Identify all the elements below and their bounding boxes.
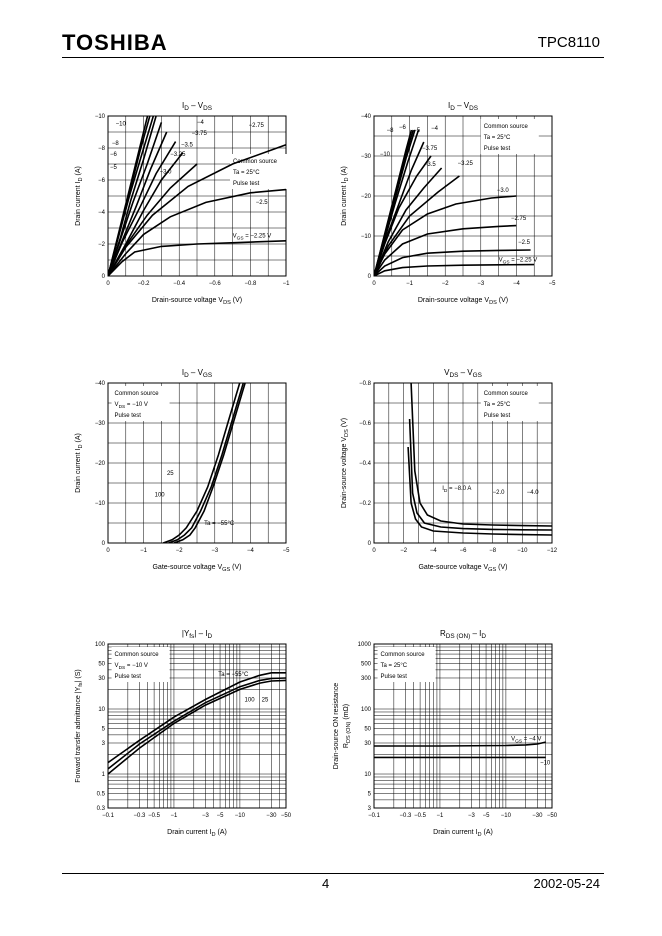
y-axis-label: Drain-source voltage $V_{DS}$ (V) [341, 417, 350, 509]
y-axis-label: $R_{DS (ON)}$ (mΩ) [343, 703, 352, 749]
part-number: TPC8110 [537, 34, 600, 51]
x-tick-label: −3 [477, 281, 485, 287]
series-label: 25 [261, 697, 269, 704]
y-tick-label: 0 [367, 541, 371, 547]
page-number: 4 [322, 876, 330, 891]
x-tick-label: −30 [266, 813, 277, 819]
footer-date: 2002-05-24 [533, 876, 600, 891]
y-tick-label: −0.8 [359, 381, 371, 387]
x-tick-label: −30 [532, 813, 543, 819]
series-line [108, 113, 154, 276]
y-tick-label: −4 [98, 210, 105, 216]
series-label: −5 [413, 128, 421, 134]
x-tick-label: −3 [211, 548, 219, 554]
series-label: −5 [110, 164, 117, 171]
series-label: −8 [386, 128, 394, 134]
y-tick-label: −10 [94, 114, 105, 120]
x-axis-label: Drain-source voltage $V_{DS}$ (V) [417, 297, 509, 306]
y-tick-label: −40 [360, 114, 371, 120]
y-tick-label: −10 [94, 501, 105, 507]
series-line [108, 142, 176, 276]
note-line: Common source [483, 124, 528, 130]
series-label: −3.25 [457, 160, 473, 167]
x-tick-label: −5 [482, 813, 490, 819]
note-line: Common source [114, 652, 159, 658]
y-tick-label: 300 [360, 675, 371, 682]
y-axis-label: Drain current $I_D$ (A) [75, 166, 84, 226]
y-tick-label: −20 [360, 194, 371, 200]
series-label: 100 [244, 697, 255, 704]
note-line: Pulse test [483, 413, 511, 419]
y-tick-label: −0.4 [359, 461, 371, 467]
x-tick-label: 0 [106, 548, 110, 554]
series-label: −4 [197, 120, 204, 126]
note-line: Pulse test [114, 674, 141, 680]
x-tick-label: 0 [106, 281, 110, 287]
chart-c3 [75, 368, 290, 573]
series-label: −8 [111, 140, 119, 147]
series-line [108, 680, 286, 774]
series-label: −4 [431, 126, 438, 132]
series-label: −2.5 [518, 240, 531, 246]
series-label: $V_{GS} = -2.25$ V [498, 257, 538, 266]
note-line: Ta = 25°C [233, 170, 260, 176]
x-tick-label: −0.3 [399, 813, 412, 819]
y-tick-label: −30 [360, 154, 371, 160]
x-tick-label: 0 [372, 281, 376, 287]
x-tick-label: −1 [170, 813, 178, 819]
x-tick-label: −2 [400, 548, 408, 554]
y-tick-label: 30 [98, 675, 105, 682]
x-tick-label: −0.1 [102, 813, 114, 819]
note-line: Pulse test [233, 181, 260, 187]
x-tick-label: −0.5 [414, 813, 427, 819]
y-tick-label: 5 [101, 726, 105, 733]
chart-c1 [75, 101, 290, 306]
x-tick-label: −10 [234, 813, 245, 819]
x-tick-label: −0.5 [148, 813, 161, 819]
x-tick-label: −0.2 [137, 281, 150, 287]
x-axis-label: Drain current $I_D$ (A) [433, 829, 493, 838]
x-tick-label: −6 [459, 548, 467, 554]
x-tick-label: −2 [441, 281, 449, 287]
series-label: −2.0 [492, 490, 505, 496]
brand-logo: TOSHIBA [62, 30, 168, 55]
x-tick-label: −50 [546, 813, 558, 819]
x-tick-label: −4 [429, 548, 437, 554]
x-tick-label: −0.3 [133, 813, 146, 819]
note-line: Ta = 25°C [380, 663, 408, 669]
x-tick-label: −8 [489, 548, 497, 554]
series-label: −3.0 [159, 169, 172, 176]
series-label: $V_{GS} = -4$ V [511, 736, 542, 745]
x-tick-label: −10 [517, 548, 528, 554]
x-tick-label: −4 [512, 281, 520, 287]
series-label: $V_{GS} = -2.25$ V [232, 233, 272, 242]
chart-title: $|Y_{fs}| - I_D$ [181, 629, 213, 640]
chart-title: $I_D - V_{DS}$ [448, 101, 478, 112]
x-axis-label: Drain-source voltage $V_{DS}$ (V) [151, 297, 243, 306]
y-tick-label: 50 [98, 661, 105, 668]
x-tick-label: −1 [436, 813, 444, 819]
series-label: −2.75 [248, 123, 264, 130]
series-label: −4.0 [526, 490, 539, 496]
note-line: Pulse test [483, 146, 511, 152]
series-label: Ta = −55°C [218, 672, 249, 679]
x-tick-label: −3 [467, 813, 475, 819]
y-tick-label: 1000 [357, 642, 371, 648]
series-label: −2.75 [511, 216, 527, 222]
x-tick-label: −2 [175, 548, 183, 554]
series-label: −6 [110, 152, 117, 158]
x-axis-label: Gate-source voltage $V_{GS}$ (V) [152, 564, 242, 573]
y-tick-label: 500 [360, 661, 371, 668]
x-tick-label: −0.6 [208, 281, 221, 287]
x-tick-label: −0.8 [244, 281, 257, 287]
y-tick-label: −10 [360, 234, 371, 240]
series-line [410, 419, 552, 530]
x-tick-label: −5 [282, 548, 290, 554]
note-line: Pulse test [114, 413, 141, 419]
series-line [374, 265, 534, 276]
note-line: Common source [233, 159, 278, 165]
chart-c4 [341, 368, 558, 573]
y-tick-label: 0 [101, 274, 105, 280]
x-tick-label: −12 [546, 548, 558, 554]
x-tick-label: −0.4 [173, 281, 186, 287]
series-label: −10 [379, 152, 391, 158]
series-label: 100 [154, 492, 165, 499]
x-tick-label: −1 [282, 281, 290, 287]
series-label: −3.75 [191, 131, 207, 138]
y-tick-label: 10 [364, 772, 371, 779]
y-axis-label: Drain-source ON resistance [333, 682, 340, 770]
note-line: Pulse test [380, 674, 407, 680]
series-label: $I_D = -8.0$ A [442, 486, 472, 494]
note-line: $V_{DS} = -10$ V [114, 663, 148, 671]
y-tick-label: −30 [94, 421, 105, 427]
x-tick-label: −1 [140, 548, 148, 554]
footer-rule [62, 873, 604, 874]
y-tick-label: 3 [101, 740, 105, 747]
y-tick-label: −0.2 [359, 501, 371, 507]
series-label: 25 [166, 471, 174, 477]
note-line: Common source [380, 652, 425, 658]
note-line: Ta = 25°C [483, 402, 511, 408]
chart-title: $R_{DS (ON)} - I_D$ [439, 629, 487, 640]
y-tick-label: 50 [364, 726, 371, 733]
chart-c5 [75, 629, 292, 838]
x-axis-label: Drain current $I_D$ (A) [167, 829, 227, 838]
y-tick-label: 0.5 [96, 791, 105, 798]
y-tick-label: −2 [98, 242, 105, 248]
x-tick-label: −50 [280, 813, 292, 819]
series-label: −10 [115, 121, 126, 128]
y-tick-label: 3 [367, 806, 371, 812]
series-label: −2.5 [255, 200, 268, 206]
y-tick-label: 10 [98, 707, 105, 714]
note-line: Ta = 25°C [483, 135, 511, 141]
y-tick-label: −8 [98, 146, 105, 152]
y-tick-label: 0.3 [96, 806, 105, 812]
series-label: −3.5 [423, 162, 436, 168]
chart-c6 [333, 629, 558, 838]
y-axis-label: Drain current $I_D$ (A) [341, 166, 350, 226]
chart-title: $V_{DS} - V_{GS}$ [444, 368, 482, 379]
note-line: Common source [114, 391, 159, 397]
chart-title: $I_D - V_{DS}$ [182, 101, 212, 112]
series-label: −6 [399, 124, 406, 131]
chart-title: $I_D - V_{GS}$ [181, 368, 213, 379]
y-tick-label: 0 [367, 274, 371, 280]
x-tick-label: −0.1 [368, 813, 380, 819]
note-line: $V_{DS} = -10$ V [114, 402, 148, 410]
y-tick-label: −6 [98, 178, 105, 184]
y-tick-label: 1 [101, 772, 105, 779]
chart-c2 [341, 101, 556, 306]
y-tick-label: 30 [364, 740, 371, 747]
x-axis-label: Gate-source voltage $V_{GS}$ (V) [418, 564, 508, 573]
y-tick-label: −20 [94, 461, 105, 467]
y-axis-label: Forward transfer admittance $|Y_{fs}|$ (S) [75, 669, 84, 783]
x-tick-label: −3 [201, 813, 209, 819]
series-label: −3.75 [422, 146, 438, 152]
x-tick-label: −10 [500, 813, 511, 819]
y-tick-label: 0 [101, 541, 105, 547]
x-tick-label: −5 [548, 281, 556, 287]
x-tick-label: −1 [406, 281, 414, 287]
series-label: −10 [540, 760, 551, 767]
series-label: Ta = −55°C [204, 521, 235, 527]
y-tick-label: −0.6 [359, 421, 371, 427]
series-label: −3.25 [170, 152, 186, 158]
series-label: −3.5 [180, 142, 193, 149]
y-tick-label: 5 [367, 791, 371, 798]
y-tick-label: 100 [94, 642, 105, 648]
x-tick-label: −5 [216, 813, 224, 819]
x-tick-label: −4 [246, 548, 254, 554]
series-label: −3.0 [496, 188, 509, 194]
note-line: Common source [483, 391, 528, 397]
y-axis-label: Drain current $I_D$ (A) [75, 433, 84, 493]
series-line [108, 673, 286, 763]
y-tick-label: 100 [360, 707, 371, 714]
y-tick-label: −40 [94, 381, 105, 387]
x-tick-label: 0 [372, 548, 376, 554]
